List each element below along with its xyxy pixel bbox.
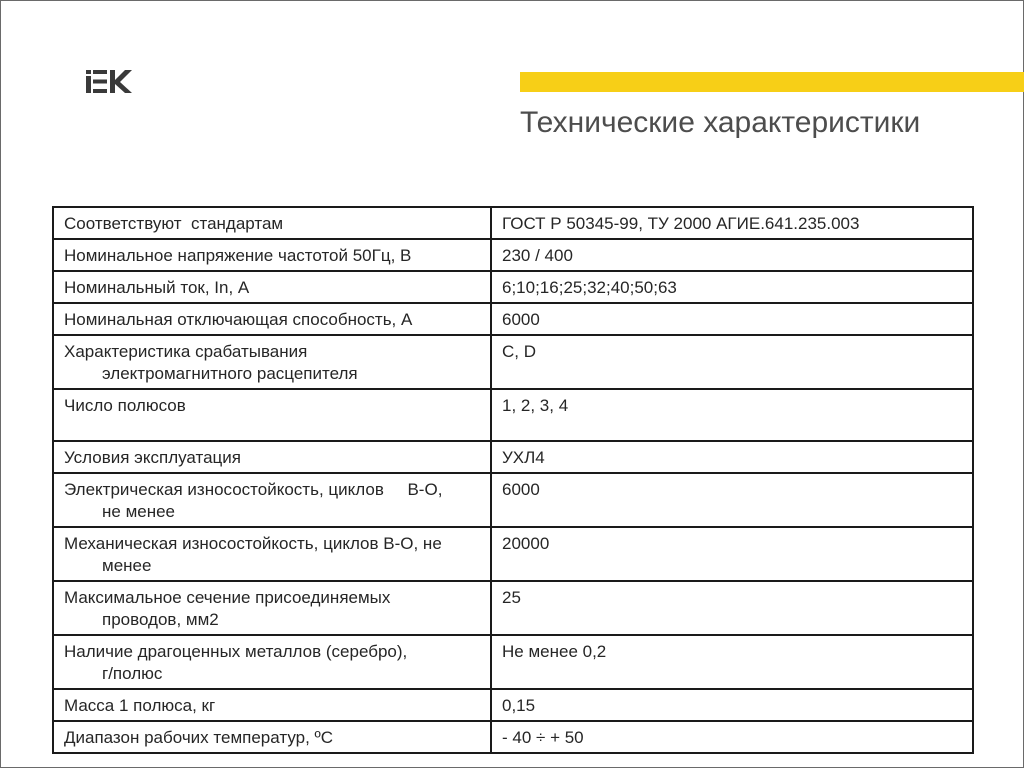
spec-value: УХЛ4 [491,441,973,473]
spec-parameter [53,389,491,441]
table-row [53,389,973,441]
spec-value: C, D [491,335,973,389]
table-row [53,721,973,753]
spec-parameter [53,441,491,473]
spec-parameter-line: Масса 1 полюса, кг [64,696,216,715]
spec-parameter-line: Механическая износостойкость, циклов В-О, не [64,534,442,553]
spec-parameter-line: Наличие драгоценных металлов (серебро), [64,642,408,661]
spec-parameter-line: Число полюсов [64,396,186,415]
spec-parameter [53,207,491,239]
spec-parameter-line: Диапазон рабочих температур, ºС [64,728,334,747]
spec-parameter [53,635,491,689]
spec-parameter [53,689,491,721]
spec-parameter-line: Номинальная отключающая способность, А [64,310,413,329]
spec-parameter-line: Соответствуют стандартам [64,214,284,233]
spec-value: - 40 ÷ + 50 [491,721,973,753]
specs-table [52,206,974,754]
spec-parameter-line: электромагнитного расцепителя [102,364,358,383]
spec-parameter [53,721,491,753]
page-title: Технические характеристики [520,106,921,139]
spec-parameter-line: проводов, мм2 [102,610,219,629]
spec-parameter [53,473,491,527]
spec-parameter-line: г/полюс [102,664,163,683]
spec-parameter-line: Максимальное сечение присоединяемых [64,588,391,607]
spec-value: 230 / 400 [491,239,973,271]
spec-parameter-line: Условия эксплуатация [64,448,241,467]
spec-value: 6000 [491,473,973,527]
spec-value: 6;10;16;25;32;40;50;63 [491,271,973,303]
spec-value: Не менее 0,2 [491,635,973,689]
table-row [53,441,973,473]
spec-parameter-line: Номинальное напряжение частотой 50Гц, В [64,246,412,265]
iek-logo [86,70,136,94]
table-row [53,239,973,271]
spec-parameter-line: менее [102,556,152,575]
spec-parameter [53,239,491,271]
table-row [53,689,973,721]
spec-value: 20000 [491,527,973,581]
table-row [53,527,973,581]
spec-parameter [53,581,491,635]
spec-parameter [53,303,491,335]
table-row [53,473,973,527]
spec-value: 0,15 [491,689,973,721]
table-row [53,581,973,635]
spec-parameter [53,271,491,303]
spec-parameter [53,527,491,581]
spec-parameter [53,335,491,389]
spec-value: 25 [491,581,973,635]
spec-value: 1, 2, 3, 4 [491,389,973,441]
table-row [53,635,973,689]
spec-value: 6000 [491,303,973,335]
spec-value: ГОСТ Р 50345-99, ТУ 2000 АГИЕ.641.235.003 [491,207,973,239]
accent-bar [520,72,1024,92]
table-row [53,271,973,303]
spec-parameter-line: Номинальный ток, In, А [64,278,250,297]
spec-parameter-line: Электрическая износостойкость, циклов В-О, [64,480,443,499]
spec-parameter-line: не менее [102,502,176,521]
spec-parameter-line: Характеристика срабатывания [64,342,308,361]
table-row [53,207,973,239]
table-row [53,335,973,389]
table-row [53,303,973,335]
